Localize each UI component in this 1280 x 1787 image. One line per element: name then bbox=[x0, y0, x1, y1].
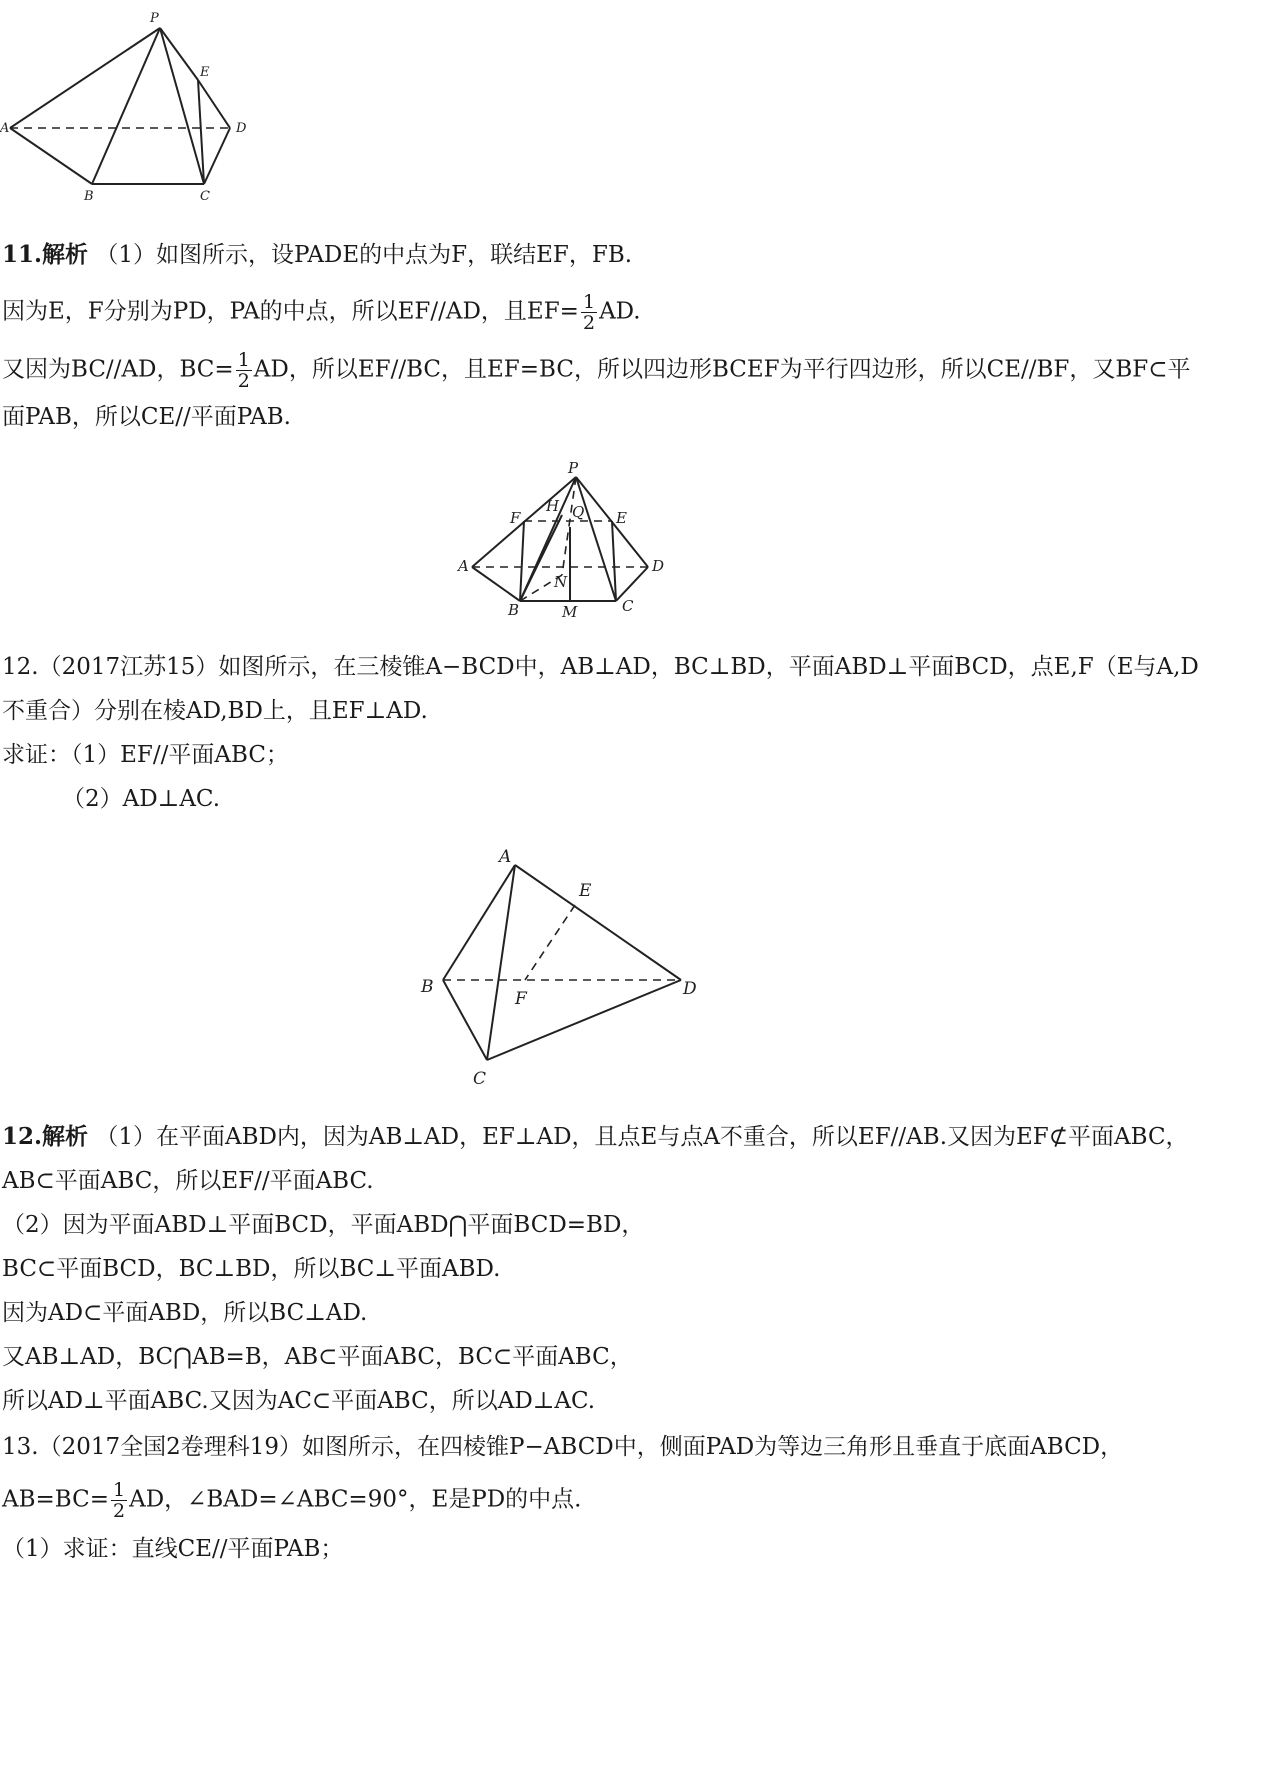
q12-text4: （2）AD⊥AC. bbox=[62, 786, 221, 812]
q12-text3: 求证：（1）EF//平面ABC； bbox=[2, 742, 289, 768]
sec12-line4 bbox=[2, 1254, 1272, 1284]
sec12-text2: AB⊂平面ABC，所以EF//平面ABC. bbox=[2, 1168, 374, 1194]
sec12-text6: 又AB⊥AD，BC⋂AB=B，AB⊂平面ABC，BC⊂平面ABC， bbox=[2, 1344, 633, 1370]
q13-line2 bbox=[2, 1480, 1272, 1521]
sec12-text3: （2）因为平面ABD⊥平面BCD，平面ABD⋂平面BCD=BD， bbox=[2, 1212, 645, 1238]
sec11-line3 bbox=[2, 350, 1272, 391]
label-H: H bbox=[546, 497, 560, 515]
edge-PC bbox=[160, 28, 204, 184]
hidden-edge-EF bbox=[525, 905, 575, 980]
q12-text2: 不重合）分别在棱AD,BD上，且EF⊥AD. bbox=[2, 698, 428, 724]
q12-line3 bbox=[2, 740, 1272, 770]
edge-AC bbox=[487, 865, 515, 1060]
edge-AD bbox=[515, 865, 681, 980]
sec12-line5 bbox=[2, 1298, 1272, 1328]
label-E: E bbox=[200, 65, 210, 80]
edge-FB bbox=[520, 521, 524, 601]
edge-AB bbox=[10, 128, 92, 184]
fraction-half: $\frac{1}{2}$ bbox=[112, 1479, 126, 1522]
sec11-text3a: 又因为BC//AD，BC= bbox=[2, 356, 234, 383]
figure-pyramid-2 bbox=[450, 455, 690, 625]
sec12-heading: 12.解析 bbox=[2, 1123, 89, 1150]
sec11-text1: （1）如图所示，设PADE的中点为F，联结EF，FB. bbox=[95, 242, 633, 268]
q12-line1 bbox=[2, 652, 1272, 682]
edge-PC bbox=[576, 477, 616, 601]
sec12-text1: （1）在平面ABD内，因为AB⊥AD，EF⊥AD，且点E与点A不重合，所以EF//AB.又因为EF⊄平面ABC， bbox=[95, 1124, 1189, 1150]
label-B: B bbox=[508, 601, 520, 619]
label-E: E bbox=[616, 509, 627, 527]
sec12-text5: 因为AD⊂平面ABD，所以BC⊥AD. bbox=[2, 1300, 368, 1326]
label-F: F bbox=[515, 989, 527, 1009]
label-C: C bbox=[622, 597, 634, 615]
sec11-text4: 面PAB，所以CE//平面PAB. bbox=[2, 404, 291, 430]
sec11-heading: 11.解析 bbox=[2, 241, 89, 268]
label-C: C bbox=[473, 1069, 487, 1089]
q13-text2b: AD，∠BAD=∠ABC=90°，E是PD的中点. bbox=[129, 1486, 582, 1513]
label-N: N bbox=[554, 573, 568, 591]
label-B: B bbox=[421, 977, 434, 997]
figure-pyramid-1 bbox=[0, 0, 260, 230]
q12-text1: 12.（2017江苏15）如图所示，在三棱锥A−BCD中，AB⊥AD，BC⊥BD，平面ABD⊥平面BCD，点E,F（E与A,D bbox=[2, 654, 1199, 680]
label-B: B bbox=[84, 189, 94, 204]
label-A: A bbox=[499, 847, 512, 867]
edge-PE bbox=[160, 28, 198, 80]
edge-AB bbox=[443, 865, 515, 980]
edge-ED bbox=[198, 80, 230, 128]
figure-tetrahedron bbox=[415, 840, 720, 1090]
sec12-line1 bbox=[2, 1122, 1272, 1152]
q13-text2a: AB=BC= bbox=[2, 1486, 109, 1513]
q13-line3 bbox=[2, 1534, 1272, 1564]
q12-line2 bbox=[2, 696, 1272, 726]
edge-CD bbox=[204, 128, 230, 184]
sec12-line6 bbox=[2, 1342, 1272, 1372]
sec12-line7 bbox=[2, 1386, 1272, 1416]
q12-line4 bbox=[62, 784, 1280, 814]
edge-BC bbox=[443, 980, 487, 1060]
sec11-line1 bbox=[2, 240, 1272, 270]
sec11-line4 bbox=[2, 402, 1272, 432]
label-D: D bbox=[236, 121, 247, 136]
sec12-text4: BC⊂平面BCD，BC⊥BD，所以BC⊥平面ABD. bbox=[2, 1256, 501, 1282]
sec12-line3 bbox=[2, 1210, 1272, 1240]
q13-text1: 13.（2017全国2卷理科19）如图所示，在四棱锥P−ABCD中，侧面PAD为等边三角形且垂直于底面ABCD， bbox=[2, 1434, 1124, 1460]
sec11-text3b: AD，所以EF//BC，且EF=BC，所以四边形BCEF为平行四边形，所以CE//BF，又BF⊂平 bbox=[253, 356, 1191, 383]
fraction-half: $\frac{1}{2}$ bbox=[237, 349, 250, 392]
label-F: F bbox=[510, 509, 521, 527]
sec12-line2 bbox=[2, 1166, 1272, 1196]
label-D: D bbox=[683, 979, 697, 999]
sec11-text2a: 因为E，F分别为PD，PA的中点，所以EF//AD，且EF= bbox=[2, 298, 579, 325]
label-A: A bbox=[458, 557, 469, 575]
sec11-text2b: AD. bbox=[599, 298, 641, 325]
label-P: P bbox=[568, 459, 579, 477]
sec11-line2 bbox=[2, 292, 1272, 333]
label-P: P bbox=[150, 11, 159, 26]
label-E: E bbox=[579, 881, 592, 901]
label-Q: Q bbox=[572, 503, 585, 521]
q13-text3: （1）求证：直线CE//平面PAB； bbox=[2, 1536, 344, 1562]
fraction-half: $\frac{1}{2}$ bbox=[582, 291, 596, 334]
q13-line1 bbox=[2, 1432, 1272, 1462]
edge-CD bbox=[616, 567, 648, 601]
label-A: A bbox=[0, 121, 10, 136]
sec12-text7: 所以AD⊥平面ABC.又因为AC⊂平面ABC，所以AD⊥AC. bbox=[2, 1388, 596, 1414]
label-M: M bbox=[562, 603, 578, 621]
label-C: C bbox=[200, 189, 210, 204]
label-D: D bbox=[652, 557, 665, 575]
edge-AB bbox=[472, 567, 520, 601]
